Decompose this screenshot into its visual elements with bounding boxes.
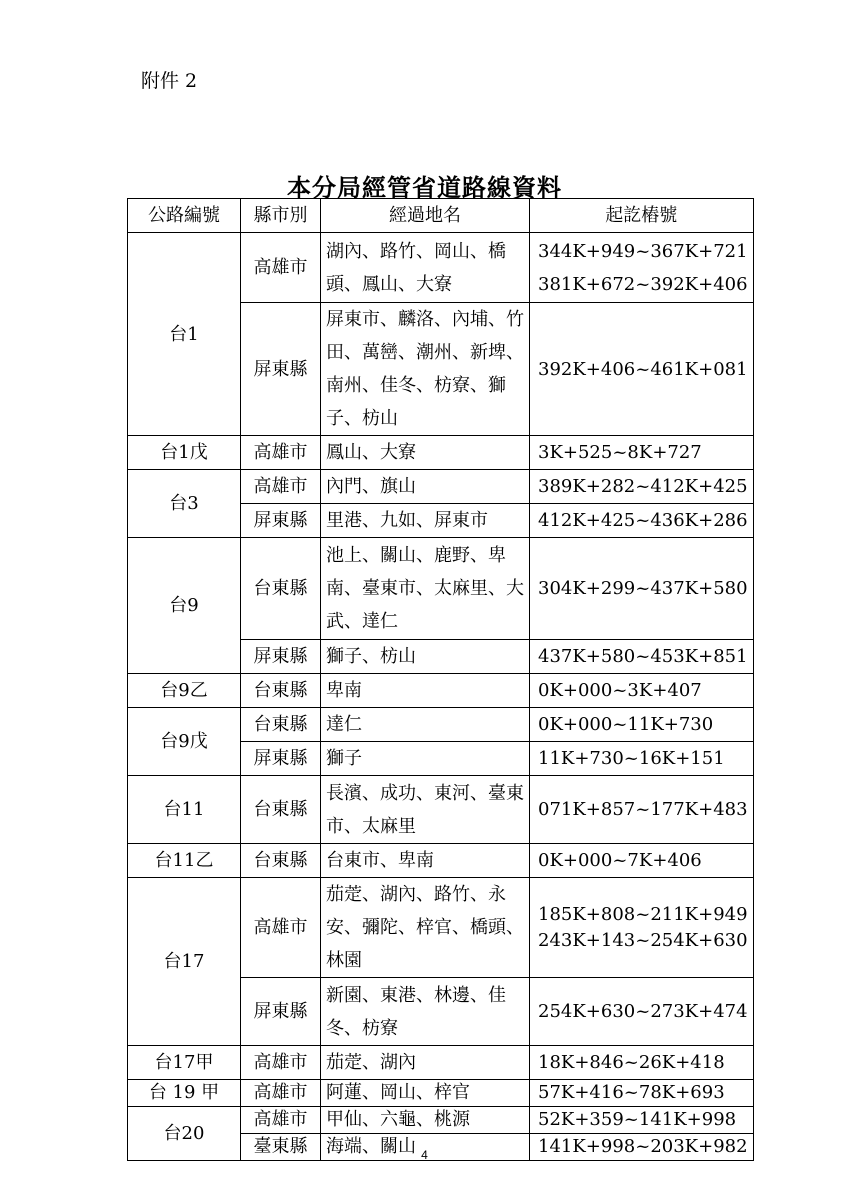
table-row (128, 538, 754, 640)
road-code: 台11 (128, 776, 241, 844)
attachment-label: 附件 2 (141, 70, 198, 92)
county: 台東縣 (241, 776, 321, 844)
places: 新園、東港、林邊、佳冬、枋寮 (321, 978, 530, 1046)
road-code: 台1 (128, 233, 241, 436)
km-range: 18K+846~26K+418 (530, 1046, 754, 1080)
county: 屏東縣 (241, 303, 321, 436)
km-range: 11K+730~16K+151 (530, 742, 754, 776)
road-code: 台17甲 (128, 1046, 241, 1080)
places: 池上、關山、鹿野、卑南、臺東市、太麻里、大武、達仁 (321, 538, 530, 640)
county: 高雄市 (241, 1046, 321, 1080)
road-code: 台9戊 (128, 708, 241, 776)
places: 台東市、卑南 (321, 844, 530, 878)
km-range: 0K+000~3K+407 (530, 674, 754, 708)
county: 高雄市 (241, 470, 321, 504)
header-county: 縣市別 (241, 199, 321, 233)
table-row (128, 674, 754, 708)
km-range: 52K+359~141K+998 (530, 1107, 754, 1134)
places: 獅子 (321, 742, 530, 776)
header-places: 經過地名 (321, 199, 530, 233)
county: 臺東縣 (241, 1134, 321, 1161)
table-row (128, 844, 754, 878)
document-title: 本分局經管省道路線資料 (287, 173, 562, 202)
county: 高雄市 (241, 436, 321, 470)
county: 台東縣 (241, 538, 321, 640)
road-code: 台1戊 (128, 436, 241, 470)
road-code: 台9乙 (128, 674, 241, 708)
road-code: 台20 (128, 1107, 241, 1161)
km-range: 141K+998~203K+982 (530, 1134, 754, 1161)
table-row (128, 1046, 754, 1080)
road-table (127, 198, 754, 1161)
places: 獅子、枋山 (321, 640, 530, 674)
places: 鳳山、大寮 (321, 436, 530, 470)
km-range (530, 233, 754, 303)
county: 高雄市 (241, 878, 321, 978)
table-row (128, 436, 754, 470)
county: 台東縣 (241, 674, 321, 708)
county: 屏東縣 (241, 978, 321, 1046)
table-row (128, 708, 754, 742)
road-code: 台3 (128, 470, 241, 538)
road-code: 台17 (128, 878, 241, 1046)
county: 屏東縣 (241, 742, 321, 776)
km-range: 3K+525~8K+727 (530, 436, 754, 470)
places: 達仁 (321, 708, 530, 742)
km-range: 071K+857~177K+483 (530, 776, 754, 844)
places: 卑南 (321, 674, 530, 708)
places: 甲仙、六龜、桃源 (321, 1107, 530, 1134)
table-row (128, 470, 754, 504)
km-range: 389K+282~412K+425 (530, 470, 754, 504)
road-code: 台 19 甲 (128, 1080, 241, 1107)
header-road: 公路編號 (128, 199, 241, 233)
county: 台東縣 (241, 844, 321, 878)
places: 屏東市、麟洛、內埔、竹田、萬巒、潮州、新埤、南州、佳冬、枋寮、獅子、枋山 (321, 303, 530, 436)
places: 湖內、路竹、岡山、橋頭、鳳山、大寮 (321, 233, 530, 303)
km-range: 57K+416~78K+693 (530, 1080, 754, 1107)
places: 阿蓮、岡山、梓官 (321, 1080, 530, 1107)
km-range: 0K+000~11K+730 (530, 708, 754, 742)
km-range: 437K+580~453K+851 (530, 640, 754, 674)
km-range: 412K+425~436K+286 (530, 504, 754, 538)
table-row (128, 776, 754, 844)
county: 屏東縣 (241, 504, 321, 538)
header-km: 起訖樁號 (530, 199, 754, 233)
table-row (128, 1080, 754, 1107)
places: 長濱、成功、東河、臺東市、太麻里 (321, 776, 530, 844)
km-range-2: 243K+143~254K+630 (538, 929, 748, 951)
table-row (128, 878, 754, 978)
header-row (128, 199, 754, 233)
km-range: 304K+299~437K+580 (530, 538, 754, 640)
places: 茄萣、湖內、路竹、永安、彌陀、梓官、橋頭、林園 (321, 878, 530, 978)
road-code: 台11乙 (128, 844, 241, 878)
km-range-1: 344K+949~367K+721 (538, 240, 748, 262)
places: 海端、關山 (321, 1134, 530, 1161)
county: 高雄市 (241, 1080, 321, 1107)
km-range: 254K+630~273K+474 (530, 978, 754, 1046)
county: 屏東縣 (241, 640, 321, 674)
page-number: 4 (421, 1148, 428, 1162)
county: 台東縣 (241, 708, 321, 742)
km-range-2: 381K+672~392K+406 (538, 273, 748, 295)
table-row (128, 1107, 754, 1134)
road-code: 台9 (128, 538, 241, 674)
km-range-1: 185K+808~211K+949 (538, 903, 748, 925)
km-range: 0K+000~7K+406 (530, 844, 754, 878)
km-range (530, 878, 754, 978)
places: 內門、旗山 (321, 470, 530, 504)
county: 高雄市 (241, 233, 321, 303)
county: 高雄市 (241, 1107, 321, 1134)
km-range: 392K+406~461K+081 (530, 303, 754, 436)
table-row (128, 233, 754, 303)
places: 里港、九如、屏東市 (321, 504, 530, 538)
places: 茄萣、湖內 (321, 1046, 530, 1080)
